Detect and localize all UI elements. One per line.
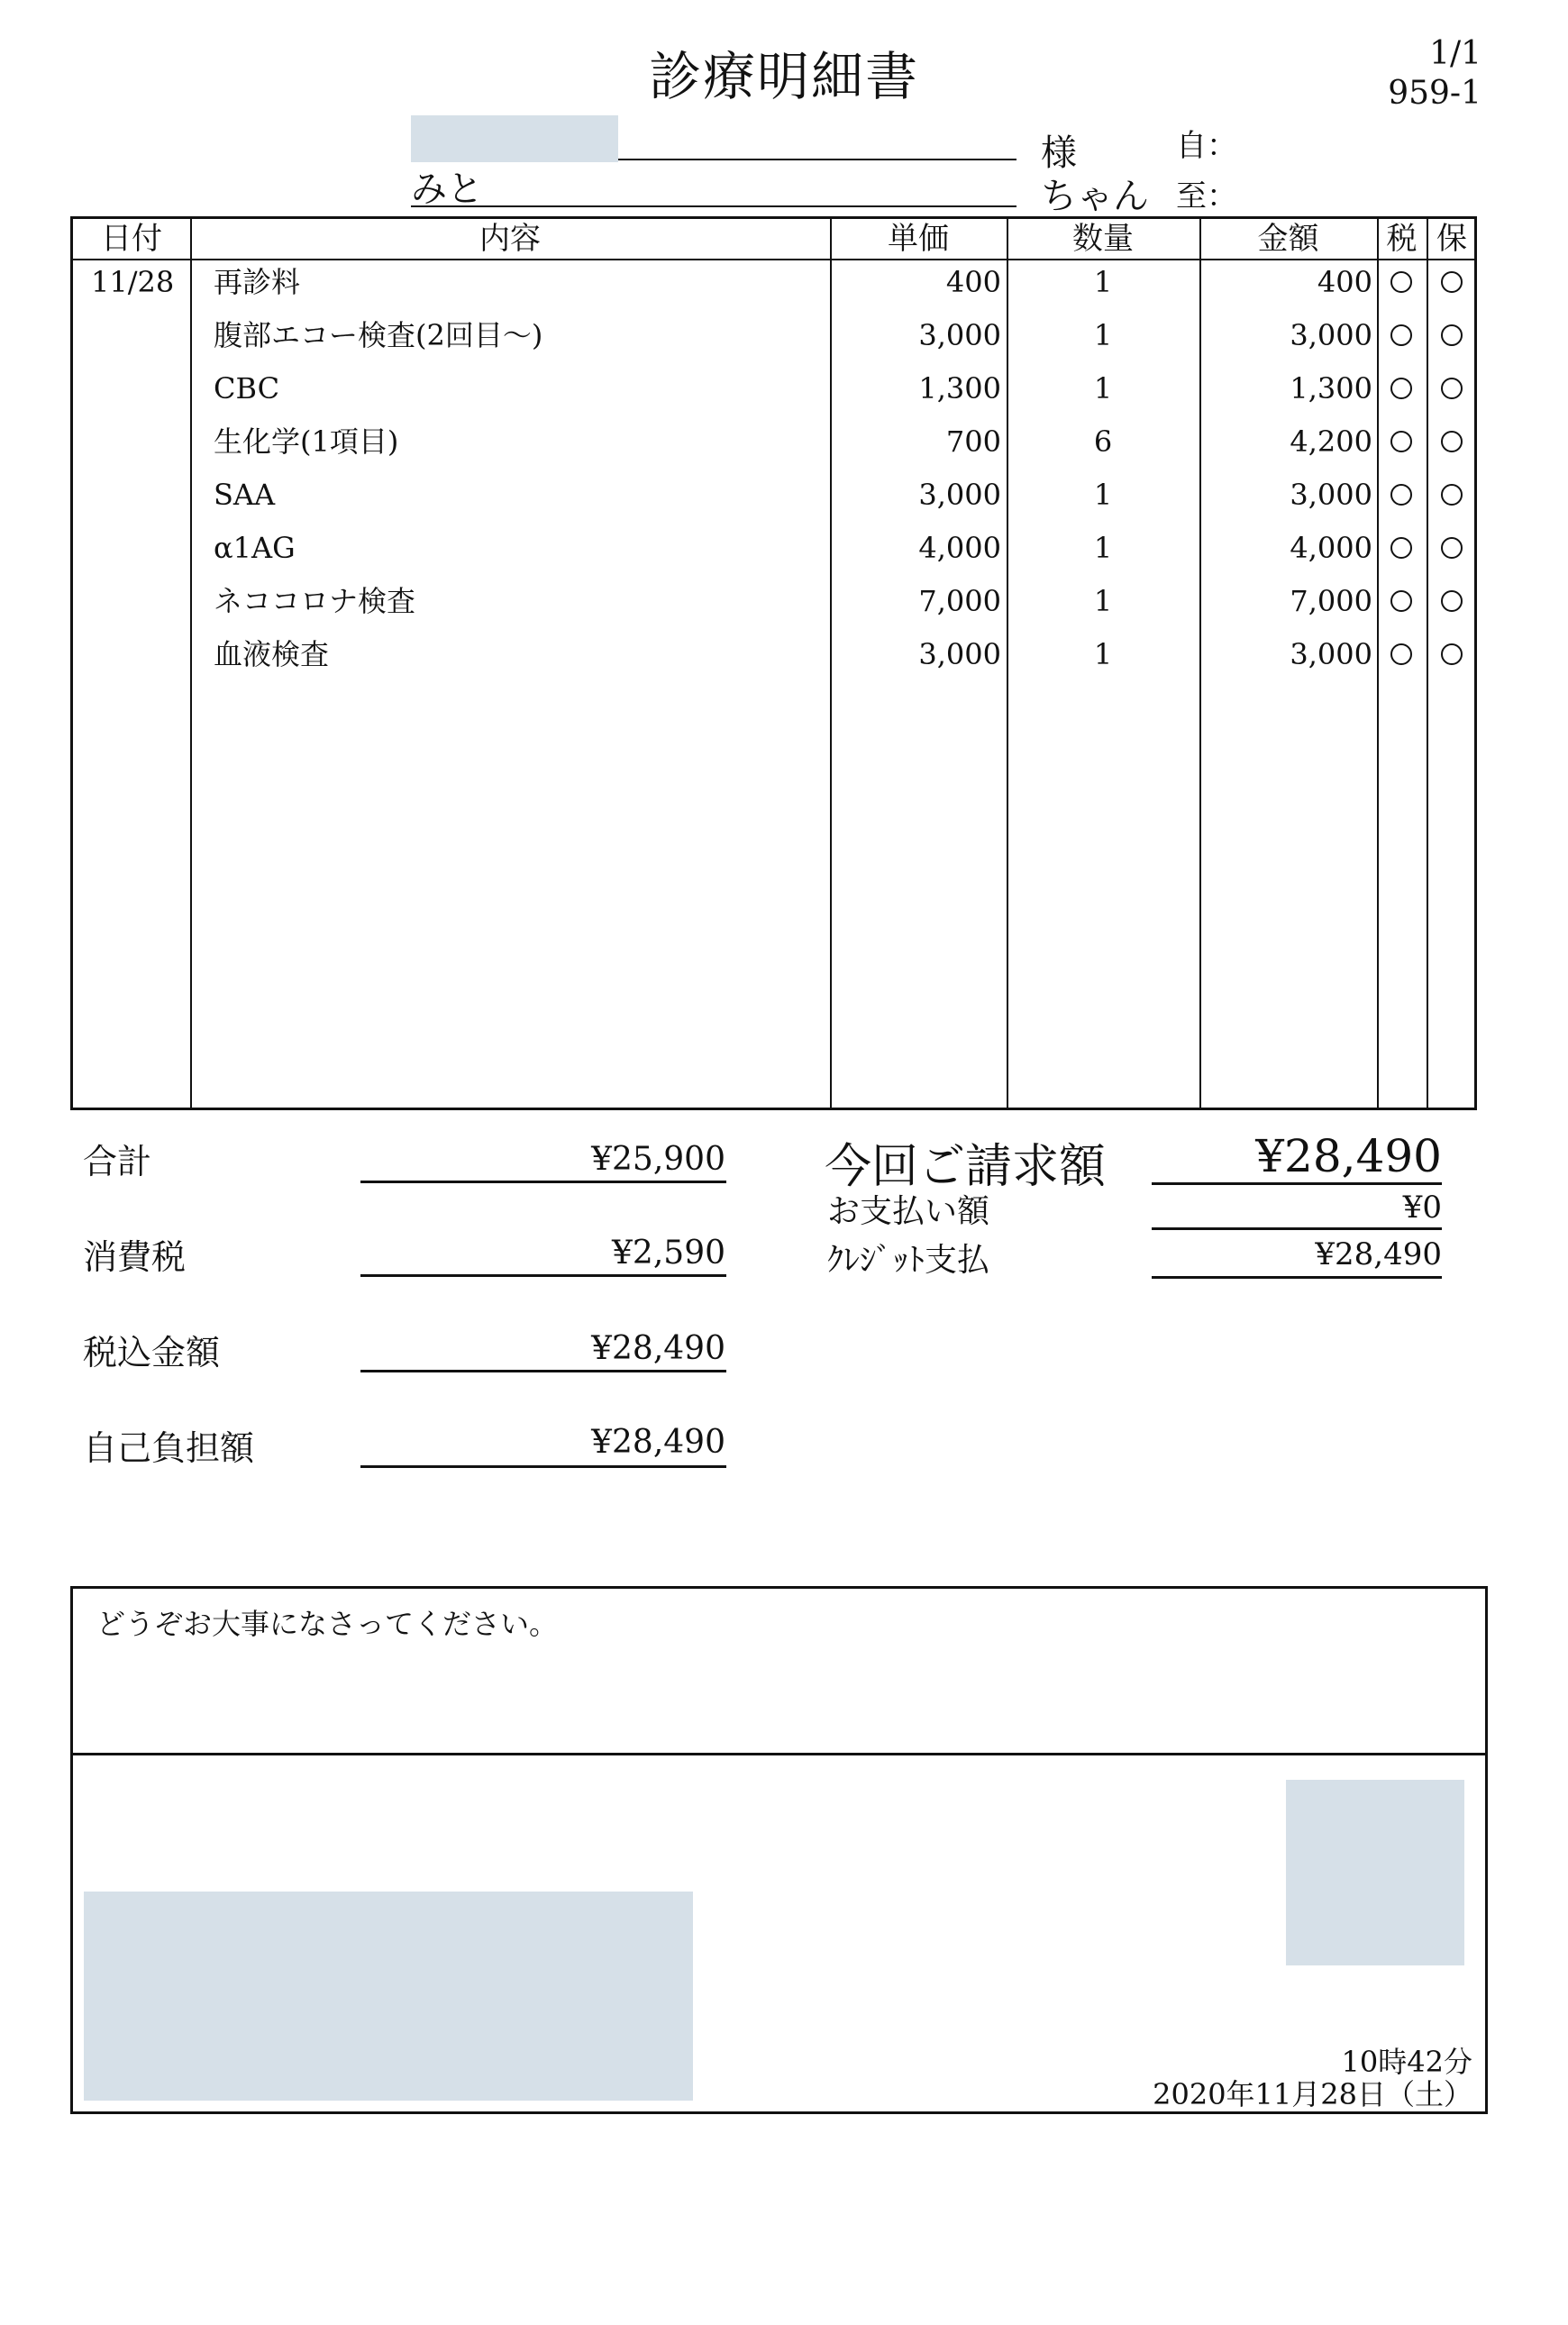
row-unit-price: 7,000 (918, 584, 1001, 618)
credit-value: ¥28,490 (1315, 1236, 1442, 1272)
col-description: 内容 (479, 221, 541, 257)
to-label: 至： (1176, 178, 1237, 214)
insurance-circle-icon (1441, 324, 1463, 346)
message-divider (73, 1753, 1485, 1755)
row-qty: 1 (1093, 478, 1113, 512)
insurance-circle-icon (1441, 378, 1463, 399)
row-qty: 1 (1093, 265, 1113, 299)
self-pay-underline (360, 1465, 726, 1468)
row-unit-price: 3,000 (918, 478, 1001, 512)
row-item: 再診料 (214, 265, 301, 299)
subtotal-underline (360, 1181, 726, 1183)
document-code: 959-1 (1388, 75, 1481, 112)
tax-circle-icon (1390, 271, 1412, 293)
self-pay-label: 自己負担額 (83, 1428, 255, 1468)
tax-label: 消費税 (83, 1237, 187, 1277)
from-label: 自： (1176, 128, 1237, 164)
row-unit-price: 3,000 (918, 637, 1001, 671)
row-amount: 400 (1317, 265, 1372, 299)
tax-value: ¥2,590 (612, 1235, 725, 1272)
credit-underline (1152, 1276, 1442, 1279)
subtotal-label: 合計 (83, 1142, 152, 1181)
row-amount: 4,000 (1290, 531, 1372, 565)
insurance-circle-icon (1441, 537, 1463, 559)
paid-value: ¥0 (1402, 1190, 1442, 1226)
credit-label: ｸﾚｼﾞｯﾄ支払 (827, 1242, 990, 1279)
redacted-clinic-seal (1286, 1780, 1464, 1965)
row-item: 生化学(1項目) (214, 424, 399, 459)
taxed-total-value: ¥28,490 (591, 1330, 725, 1367)
insurance-circle-icon (1441, 271, 1463, 293)
row-date: 11/28 (91, 265, 175, 299)
owner-name-line (618, 159, 1016, 160)
col-date: 日付 (101, 221, 162, 257)
page-code (1388, 34, 1481, 114)
row-unit-price: 700 (945, 424, 1001, 459)
row-item: SAA (214, 478, 276, 512)
billed-underline (1152, 1182, 1442, 1185)
insurance-circle-icon (1441, 590, 1463, 612)
pet-name: みと (411, 169, 483, 210)
issue-time: 10時42分 (1341, 2045, 1472, 2079)
billed-value: ¥28,490 (1255, 1130, 1442, 1182)
pet-honorific: ちゃん (1041, 176, 1149, 217)
insurance-circle-icon (1441, 643, 1463, 665)
paid-label: お支払い額 (827, 1193, 990, 1230)
taxed-total-label: 税込金額 (83, 1333, 221, 1372)
row-item: α1AG (214, 531, 296, 565)
self-pay-value: ¥28,490 (591, 1424, 725, 1461)
row-amount: 4,200 (1290, 424, 1372, 459)
row-amount: 3,000 (1290, 637, 1372, 671)
row-qty: 1 (1093, 318, 1113, 352)
subtotal-value: ¥25,900 (591, 1141, 725, 1178)
owner-honorific: 様 (1041, 132, 1077, 174)
col-insurance: 保 (1436, 221, 1467, 257)
paid-underline (1152, 1227, 1442, 1230)
col-quantity: 数量 (1072, 221, 1134, 257)
row-qty: 1 (1093, 371, 1113, 406)
row-qty: 1 (1093, 637, 1113, 671)
pet-name-line (411, 205, 1016, 207)
tax-circle-icon (1390, 378, 1412, 399)
row-qty: 1 (1093, 531, 1113, 565)
tax-circle-icon (1390, 643, 1412, 665)
row-amount: 1,300 (1290, 371, 1372, 406)
row-unit-price: 400 (945, 265, 1001, 299)
col-unit-price: 単価 (888, 221, 949, 257)
document-title: 診療明細書 (649, 46, 920, 107)
redacted-owner-name (411, 115, 618, 162)
row-amount: 7,000 (1290, 584, 1372, 618)
taxed-total-underline (360, 1370, 726, 1372)
row-item: CBC (214, 371, 280, 406)
tax-circle-icon (1390, 431, 1412, 452)
insurance-circle-icon (1441, 484, 1463, 506)
row-unit-price: 1,300 (918, 371, 1001, 406)
row-unit-price: 3,000 (918, 318, 1001, 352)
issue-date: 2020年11月28日（土） (1153, 2077, 1472, 2111)
billed-label: 今回ご請求額 (825, 1140, 1107, 1194)
row-item: 血液検査 (214, 637, 330, 671)
row-qty: 6 (1093, 424, 1113, 459)
page-number: 1/1 (1429, 35, 1481, 72)
col-tax: 税 (1386, 221, 1418, 257)
message-box (70, 1586, 1488, 2114)
tax-circle-icon (1390, 324, 1412, 346)
invoice-table (70, 216, 1477, 1110)
tax-circle-icon (1390, 537, 1412, 559)
insurance-circle-icon (1441, 431, 1463, 452)
row-unit-price: 4,000 (918, 531, 1001, 565)
tax-circle-icon (1390, 590, 1412, 612)
tax-circle-icon (1390, 484, 1412, 506)
row-qty: 1 (1093, 584, 1113, 618)
col-amount: 金額 (1257, 221, 1319, 257)
redacted-clinic-info (84, 1892, 693, 2101)
row-item: 腹部エコー検査(2回目～) (214, 318, 543, 352)
tax-underline (360, 1274, 726, 1277)
message-text: どうぞお大事になさってください。 (96, 1607, 559, 1641)
row-amount: 3,000 (1290, 318, 1372, 352)
row-amount: 3,000 (1290, 478, 1372, 512)
row-item: ネココロナ検査 (214, 584, 416, 618)
